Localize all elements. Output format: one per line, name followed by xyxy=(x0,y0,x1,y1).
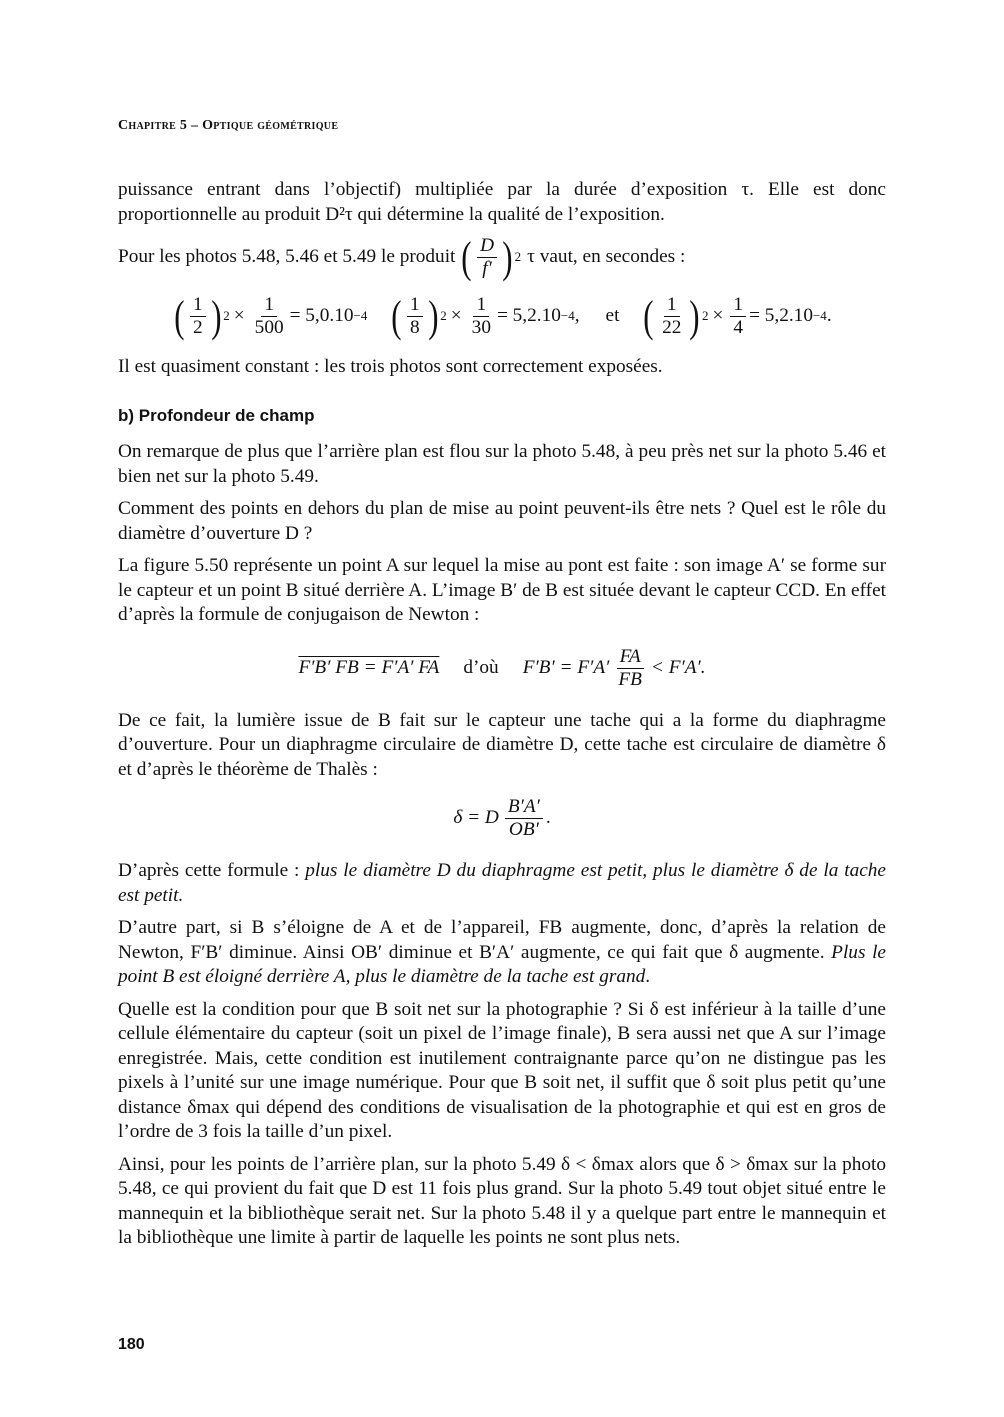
paragraph-9: D’autre part, si B s’éloigne de A et de l’appareil, FB augmente, donc, d’après la relation de Newton, F′B′ diminue. Ainsi OB′ diminue et B′A′ augmente, ce qui fait que δ augmente. Plus le point B est éloigné derrière A, plus le diamètre de la tache est grand. xyxy=(118,917,886,987)
chapter-label: Chapitre 5 – xyxy=(118,118,203,133)
paragraph-1: puissance entrant dans l’objectif) multipliée par la durée d’exposition τ. Elle est donc proportionnelle au produit D²τ qui détermine la qualité de l’exposition. xyxy=(118,179,886,225)
equation-exposure xyxy=(118,291,886,341)
paragraph-3: Il est quasiment constant : les trois photos sont correctement exposées. xyxy=(118,356,663,377)
paragraph-6: La figure 5.50 représente un point A sur lequel la mise au pont est faite : son image A′ se forme sur le capteur et un point B situé derrière A. L’image B′ de B est située devant le capteur CCD. En effet d’après la formule de conjugaison de Newton : xyxy=(118,555,886,625)
page xyxy=(118,0,886,1417)
paragraph-10: Quelle est la condition pour que B soit net sur la photographie ? Si δ est inférieur à la taille d’une cellule élémentaire du capteur (soit un pixel de l’image finale), B sera aussi net que A sur l’image enregistrée. Mais, cette condition est inutilement contraignante parce qu’on ne distingue pas les pixels à l’unité sur une image numérique. Pour que B soit net, il suffit que δ soit plus petit qu’une distance δmax qui dépend des conditions de visualisation de la photographie et qui est en gros de l’ordre de 3 fois la taille d’un pixel. xyxy=(118,998,886,1142)
paragraph-8: D’après cette formule : plus le diamètre D du diaphragme est petit, plus le diamètre δ de la tache est petit. xyxy=(118,860,886,906)
newton-fraction: $\frac{FA}{FB}$ xyxy=(618,645,642,690)
fraction-d-over-f: $\frac{D}{f'}$ xyxy=(477,235,497,280)
exposure-term-3: ( $\frac{1}{22}$ ) 2 × $\frac{1}{4}$ = 5,2.10 −4 . xyxy=(643,291,832,341)
body-text xyxy=(118,178,886,1259)
paragraph-2: Pour les photos 5.48, 5.46 et 5.49 le produit ( $\frac{D}{f'}$ ) 2 τ vaut, en secondes : xyxy=(118,232,686,282)
running-head xyxy=(118,118,338,134)
newton-dou: d’où xyxy=(463,656,499,678)
newton-rhs-end: < F′A′. xyxy=(650,656,706,678)
newton-lhs: F′B′ FB = F′A′ FA xyxy=(298,656,440,678)
chapter-title: Optique géométrique xyxy=(202,118,339,133)
newton-rhs-start: F′B′ = F′A′ xyxy=(522,656,610,678)
fraction-power: 2 xyxy=(514,249,522,265)
page-number: 180 xyxy=(118,1336,145,1353)
paragraph-2-end: τ vaut, en secondes : xyxy=(527,246,686,268)
paragraph-7: De ce fait, la lumière issue de B fait sur le capteur une tache qui a la forme du diaphragme d’ouverture. Pour un diaphragme circulaire de diamètre D, cette tache est circulaire de diamètre δ et d’après le théorème de Thalès : xyxy=(118,709,886,780)
exposure-term-1: ( $\frac{1}{2}$ ) 2 × $\frac{1}{500}$ = 5,0.10 −4 xyxy=(174,291,368,341)
thales-tail: . xyxy=(545,807,551,829)
paragraph-2-intro: Pour les photos 5.48, 5.46 et 5.49 le produit xyxy=(118,246,456,268)
paragraph-11: Ainsi, pour les points de l’arrière plan, sur la photo 5.49 δ < δmax alors que δ > δmax sur la photo 5.48, ce qui provient du fait que D est 11 fois plus grand. Sur la photo 5.49 tout objet situé entre le mannequin et la bibliothèque serait net. Sur la photo 5.48 il y a quelque part entre le mannequin et la bibliothèque une limite à partir de laquelle les points ne sont plus nets. xyxy=(118,1153,886,1248)
exposure-term-2: ( $\frac{1}{8}$ ) 2 × $\frac{1}{30}$ = 5,2.10 −4 , et xyxy=(391,291,620,341)
thales-lhs: δ = D xyxy=(453,807,499,829)
paragraph-5: Comment des points en dehors du plan de mise au point peuvent-ils être nets ? Quel est le rôle du diamètre d’ouverture D ? xyxy=(118,498,886,544)
equation-newton xyxy=(118,646,886,691)
section-heading: b) Profondeur de champ xyxy=(118,405,315,425)
paragraph-4: On remarque de plus que l’arrière plan est flou sur la photo 5.48, à peu près net sur la photo 5.46 et bien net sur la photo 5.49. xyxy=(118,441,886,487)
equation-thales xyxy=(118,796,886,841)
thales-fraction: $\frac{B'A'}{OB'}$ xyxy=(505,796,543,841)
